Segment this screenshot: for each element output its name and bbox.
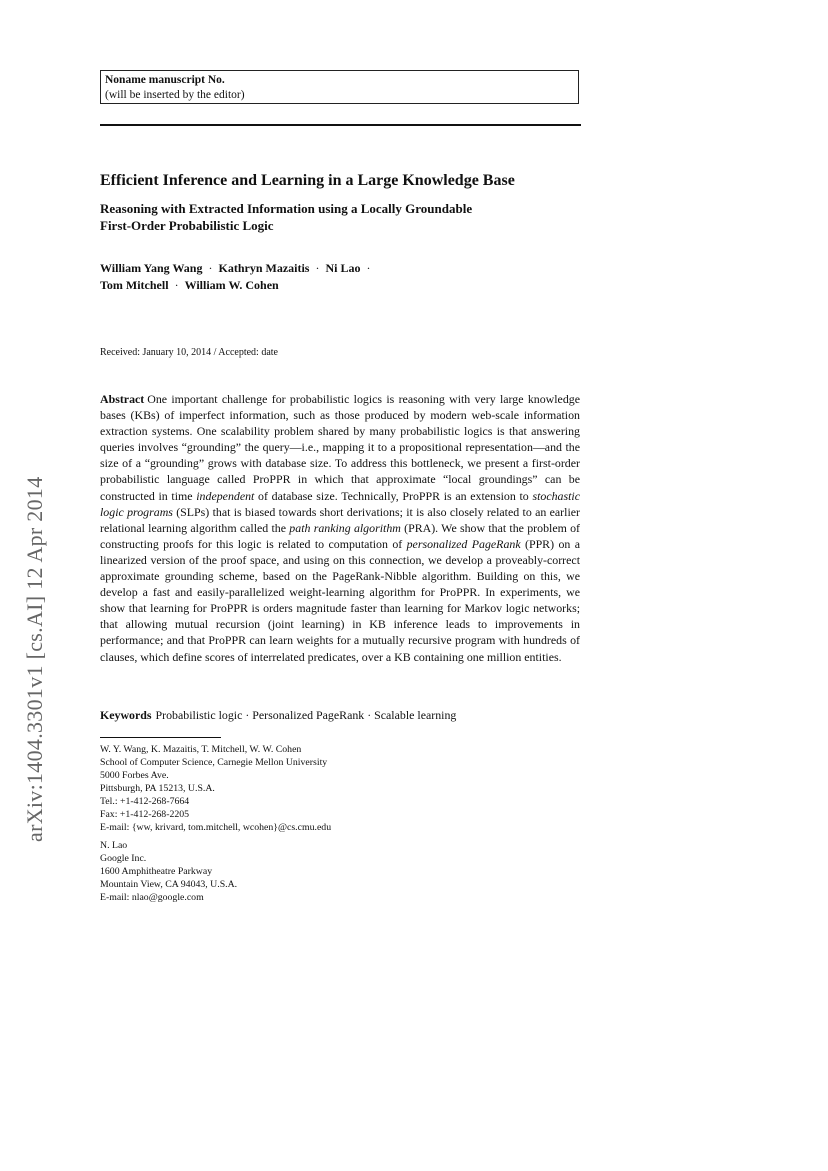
subtitle-line-2: First-Order Probabilistic Logic (100, 218, 274, 233)
keywords-text: Probabilistic logic · Personalized PageRank · Scalable learning (155, 708, 457, 722)
editor-note: (will be inserted by the editor) (105, 89, 245, 101)
affiliation-line: 5000 Forbes Ave. (100, 770, 169, 781)
abstract-text: of database size. Technically, ProPPR is an extension to (254, 488, 533, 503)
author-list (100, 260, 580, 294)
subtitle-line-1: Reasoning with Extracted Information using a Locally Groundable (100, 201, 473, 216)
affiliation-google (100, 839, 500, 904)
paper-subtitle (100, 200, 580, 234)
author-name: Tom Mitchell (100, 278, 169, 292)
author-name: William Yang Wang (100, 261, 203, 275)
abstract-emphasis: path ranking algorithm (289, 520, 401, 535)
affiliation-line: School of Computer Science, Carnegie Mellon University (100, 757, 328, 768)
affiliation-line: Mountain View, CA 94043, U.S.A. (100, 879, 238, 890)
author-line-2 (100, 277, 580, 294)
keywords-label: Keywords (100, 708, 152, 722)
author-name: Kathryn Mazaitis (218, 261, 310, 275)
author-name: William W. Cohen (184, 278, 279, 292)
author-separator: · (174, 278, 179, 292)
paper-title: Efficient Inference and Learning in a Large Knowledge Base (100, 172, 515, 189)
abstract-emphasis: independent (196, 488, 255, 503)
manuscript-header-box (100, 70, 579, 104)
abstract-text: One important challenge for probabilistic logics is reasoning with very large knowledge bases (KBs) of imperfect information, such as those produced by modern web-scale information extraction systems. One scalability problem shared by many probabilistic logics is that answering queries involves “grounding” the query—i.e., mapping it to a propositional representation—and the size of a “grounding” grows with database size. To address this bottleneck, we present a first-order probabilistic language called ProPPR in which that approximate “local groundings” can be constructed in time (100, 392, 580, 503)
affiliation-line: Fax: +1-412-268-2205 (100, 809, 190, 820)
author-line-1 (100, 260, 580, 277)
header-rule (100, 124, 581, 126)
author-name: Ni Lao (325, 261, 361, 275)
affiliation-line: Tel.: +1-412-268-7664 (100, 796, 190, 807)
abstract-emphasis: stochastic logic programs (100, 488, 580, 519)
received-date: Received: January 10, 2014 / Accepted: date (100, 347, 278, 358)
footnote-rule (100, 737, 221, 738)
abstract-text: (PPR) on a linearized version of the proof space, and using on this connection, we develop a proveably-correct approximate grounding scheme, based on the PageRank-Nibble algorithm. Building on this, we develop a fast and easily-parallelized weight-learning algorithm for ProPPR. In experiments, we show that learning for ProPPR is orders magnitude faster than learning for Markov logic networks; that allowing mutual recursion (joint learning) in KB inference leads to improvements in performance; and that ProPPR can learn weights for a mutually recursive program with hundreds of clauses, which define scores of interrelated predicates, over a KB containing one million entities. (100, 536, 580, 664)
affiliation-line: Pittsburgh, PA 15213, U.S.A. (100, 783, 215, 794)
abstract (100, 391, 580, 665)
author-separator: · (315, 261, 320, 275)
affiliation-email[interactable]: E-mail: nlao@google.com (100, 892, 204, 903)
manuscript-number: Noname manuscript No. (105, 74, 225, 86)
affiliation-cmu (100, 743, 500, 834)
affiliation-line: 1600 Amphitheatre Parkway (100, 866, 213, 877)
affiliation-line: Google Inc. (100, 853, 147, 864)
keywords (100, 708, 580, 723)
abstract-text: (SLPs) that is biased towards short derivations; it is also closely related to an earlier relational learning algorithm called the (100, 504, 580, 535)
abstract-text: (PRA). We show that the problem of constructing proofs for this logic is related to computation of (100, 520, 581, 551)
author-separator: · (208, 261, 213, 275)
abstract-emphasis: personalized PageRank (406, 536, 521, 551)
abstract-label: Abstract (100, 392, 145, 406)
affiliation-line: W. Y. Wang, K. Mazaitis, T. Mitchell, W. W. Cohen (100, 744, 302, 755)
arxiv-stamp[interactable]: arXiv:1404.3301v1 [cs.AI] 12 Apr 2014 (22, 476, 47, 842)
affiliation-line: N. Lao (100, 840, 128, 851)
affiliation-email[interactable]: E-mail: {ww, krivard, tom.mitchell, wcohen}@cs.cmu.edu (100, 822, 332, 833)
abstract-paragraph (100, 391, 580, 665)
author-separator: · (366, 261, 371, 275)
